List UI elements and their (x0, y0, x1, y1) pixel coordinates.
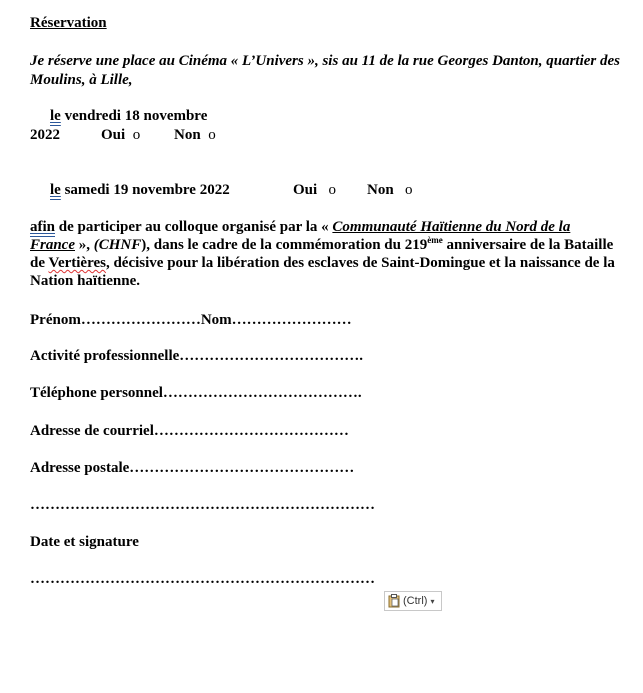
activite-field[interactable]: Activité professionnelle………………………………. (30, 348, 364, 364)
colloque-paragraph: afin de participer au colloque organisé par la « Communauté Haïtienne du Nord de la France », (CHNF), dans le cadre de la commémoration du 219ème anniversaire de la Bataille de Vertières, décisive pour la libération des esclaves de Saint-Domingue et la naissance de la Nation haïtienne. (30, 219, 615, 289)
option1-oui-checkbox[interactable]: o (132, 127, 141, 143)
vertieres-word: Vertières (48, 255, 106, 271)
option2-non-checkbox[interactable]: o (404, 182, 413, 198)
page-title: Réservation (30, 15, 107, 31)
blank-line-1[interactable]: …………………………………………………………… (30, 497, 375, 513)
prenom-nom-field[interactable]: Prénom……………………Nom…………………… (30, 312, 352, 328)
option1-year: 2022 (30, 127, 60, 143)
chevron-down-icon: ▾ (430, 596, 435, 606)
intro-text: Je réserve une place au Cinéma « L’Univers », sis au 11 de la rue Georges Danton, quartier des Moulins, à Lille, (30, 53, 621, 88)
option1-non[interactable]: Non o (174, 127, 216, 143)
option1-oui[interactable]: Oui o (101, 127, 141, 143)
afin-word: afin (30, 219, 56, 235)
option1-line1 (50, 108, 207, 125)
date-signature-label: Date et signature (30, 534, 139, 550)
courriel-field[interactable]: Adresse de courriel………………………………… (30, 423, 349, 439)
clipboard-icon (388, 594, 400, 608)
paste-options-button[interactable] (384, 591, 442, 611)
option2-oui-checkbox[interactable]: o (328, 182, 336, 198)
telephone-field[interactable]: Téléphone personnel…………………………………. (30, 385, 362, 401)
option1-date-part1: vendredi 18 novembre (60, 108, 208, 124)
option2-non[interactable]: Non o (367, 182, 413, 198)
option2-line (50, 182, 230, 199)
paste-options-label: (Ctrl) (403, 595, 428, 607)
blank-line-2[interactable]: …………………………………………………………… (30, 571, 375, 587)
option2-oui[interactable]: Oui o (293, 182, 336, 198)
adresse-postale-field[interactable]: Adresse postale……………………………………… (30, 460, 355, 476)
organisation-name: Communauté Haïtienne du Nord de la France (30, 219, 571, 253)
option1-le: le (50, 108, 61, 124)
option2-date: samedi 19 novembre 2022 (60, 182, 230, 198)
option1-non-checkbox[interactable]: o (208, 127, 216, 143)
option2-le: le (50, 182, 61, 198)
